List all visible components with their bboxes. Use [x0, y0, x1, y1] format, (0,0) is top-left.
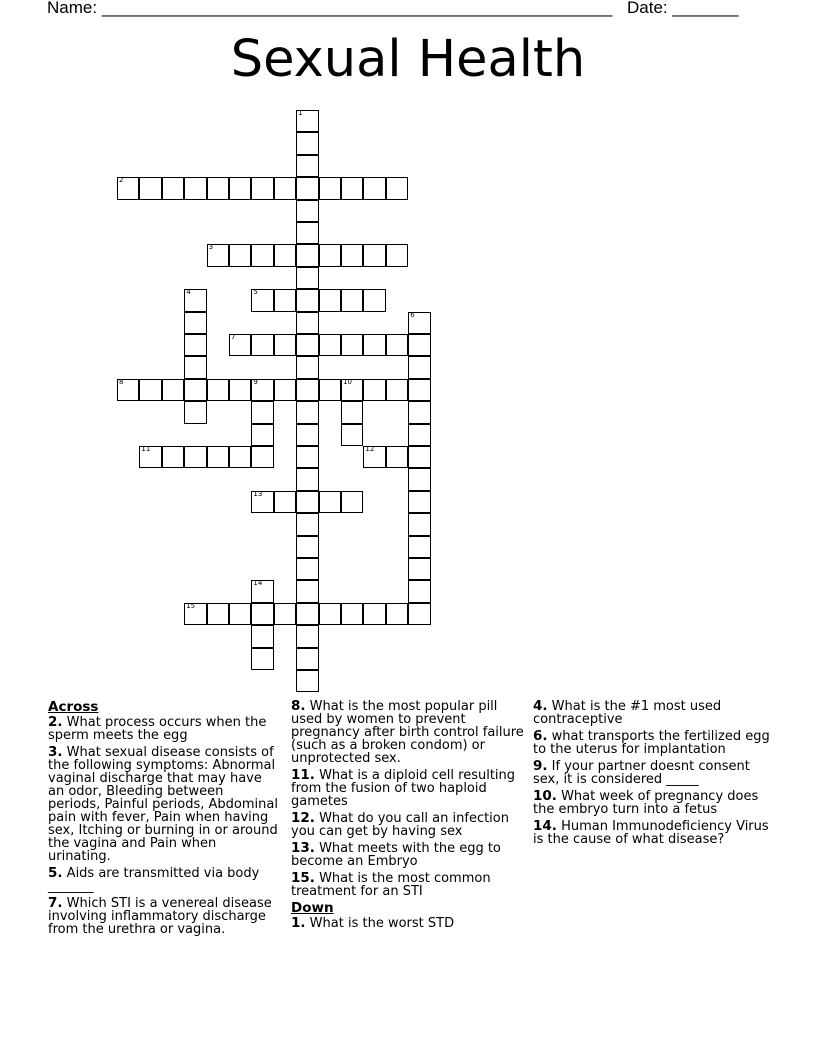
down-heading: Down [291, 900, 334, 916]
crossword-cell[interactable] [296, 536, 318, 558]
clue-across-13: 13. What meets with the egg to become an Embryo [291, 840, 501, 869]
crossword-cell[interactable] [296, 289, 318, 311]
crossword-cell[interactable] [408, 580, 430, 602]
crossword-cell[interactable] [229, 177, 251, 199]
crossword-cell[interactable] [162, 379, 184, 401]
crossword-cell[interactable] [274, 244, 296, 266]
crossword-cell[interactable] [363, 177, 385, 199]
crossword-cell[interactable] [207, 603, 229, 625]
clue-across-12: 12. What do you call an infection you can get by having sex [291, 810, 509, 839]
crossword-cell[interactable] [296, 468, 318, 490]
clue-number: 11 [141, 445, 151, 453]
name-label: Name: [47, 0, 98, 17]
crossword-cell[interactable] [251, 446, 273, 468]
crossword-cell[interactable] [139, 379, 161, 401]
crossword-cell[interactable] [229, 244, 251, 266]
clue-number: 13 [253, 489, 263, 498]
crossword-cell[interactable] [408, 536, 430, 558]
crossword-cell[interactable] [296, 312, 318, 334]
crossword-cell[interactable] [162, 177, 184, 199]
crossword-cell[interactable] [162, 446, 184, 468]
crossword-cell[interactable] [296, 401, 318, 423]
crossword-cell[interactable] [319, 334, 341, 356]
name-blank[interactable]: ______________________________________________________ [101, 0, 613, 17]
crossword-cell[interactable] [139, 177, 161, 199]
crossword-cell[interactable] [207, 244, 229, 266]
crossword-cell[interactable] [251, 491, 273, 513]
crossword-cell[interactable] [229, 603, 251, 625]
clue-across-2: 2. What process occurs when the sperm meets the egg [48, 714, 267, 743]
crossword-cell[interactable] [184, 603, 206, 625]
crossword-cell[interactable] [251, 401, 273, 423]
crossword-cell[interactable] [386, 446, 408, 468]
crossword-cell[interactable] [341, 424, 363, 446]
crossword-cell[interactable] [117, 177, 139, 199]
clue-down-9: 9. If your partner doesnt consent sex, it is considered _____ [533, 758, 750, 787]
crossword-cell[interactable] [296, 155, 318, 177]
crossword-cell[interactable] [296, 648, 318, 670]
crossword-cell[interactable] [341, 334, 363, 356]
crossword-cell[interactable] [363, 603, 385, 625]
crossword-cell[interactable] [274, 334, 296, 356]
crossword-cell[interactable] [296, 334, 318, 356]
clues-column-3 [533, 700, 773, 850]
crossword-cell[interactable] [251, 580, 273, 602]
crossword-cell[interactable] [408, 312, 430, 334]
crossword-cell[interactable] [319, 379, 341, 401]
crossword-cell[interactable] [184, 446, 206, 468]
crossword-cell[interactable] [363, 244, 385, 266]
crossword-cell[interactable] [341, 603, 363, 625]
crossword-cell[interactable] [296, 267, 318, 289]
crossword-cell[interactable] [274, 177, 296, 199]
crossword-cell[interactable] [408, 603, 430, 625]
clue-across-7: 7. Which STI is a venereal disease involving inflammatory discharge from the urethra or vagina. [48, 895, 272, 937]
clue-across-3: 3. What sexual disease consists of the following symptoms: Abnormal vaginal discharge that may have an odor, Bleeding between periods, Painful periods, Abdominal pain with fever, Pain when having sex, Itching or burning in or around the vagina and Pain when urinating. [48, 744, 278, 864]
clue-across-8: 8. What is the most popular pill used by women to prevent pregnancy after birth control failure (such as a broken condom) or unprotected sex. [291, 698, 524, 766]
crossword-cell[interactable] [296, 670, 318, 692]
crossword-cell[interactable] [296, 491, 318, 513]
crossword-cell[interactable] [363, 446, 385, 468]
clue-number: 10 [343, 377, 352, 386]
crossword-cell[interactable] [408, 334, 430, 356]
crossword-cell[interactable] [229, 334, 251, 356]
crossword-cell[interactable] [184, 312, 206, 334]
clue-across-11: 11. What is a diploid cell resulting from the fusion of two haploid gametes [291, 767, 516, 809]
crossword-cell[interactable] [319, 289, 341, 311]
crossword-cell[interactable] [386, 244, 408, 266]
crossword-cell[interactable] [341, 491, 363, 513]
crossword-cell[interactable] [296, 558, 318, 580]
crossword-cell[interactable] [408, 558, 430, 580]
crossword-cell[interactable] [117, 379, 139, 401]
crossword-cell[interactable] [341, 289, 363, 311]
crossword-cell[interactable] [274, 379, 296, 401]
crossword-cell[interactable] [296, 132, 318, 154]
clue-down-14: 14. Human Immunodeficiency Virus is the cause of what disease? [533, 818, 769, 847]
crossword-cell[interactable] [341, 401, 363, 423]
crossword-cell[interactable] [341, 379, 363, 401]
crossword-cell[interactable] [386, 379, 408, 401]
crossword-cell[interactable] [274, 289, 296, 311]
crossword-cell[interactable] [386, 334, 408, 356]
crossword-cell[interactable] [296, 379, 318, 401]
crossword-cell[interactable] [319, 244, 341, 266]
crossword-cell[interactable] [319, 177, 341, 199]
crossword-cell[interactable] [251, 648, 273, 670]
clue-across-15: 15. What is the most common treatment for an STI [291, 870, 491, 899]
crossword-cell[interactable] [251, 379, 273, 401]
crossword-cell[interactable] [207, 379, 229, 401]
crossword-cell[interactable] [251, 289, 273, 311]
crossword-cell[interactable] [296, 424, 318, 446]
clue-down-1: 1. What is the worst STD [291, 915, 455, 931]
crossword-cell[interactable] [229, 379, 251, 401]
crossword-cell[interactable] [251, 244, 273, 266]
crossword-cell[interactable] [341, 177, 363, 199]
crossword-cell[interactable] [296, 200, 318, 222]
crossword-cell[interactable] [296, 110, 318, 132]
crossword-cell[interactable] [274, 491, 296, 513]
crossword-cell[interactable] [408, 379, 430, 401]
clue-number: 8 [119, 377, 124, 386]
crossword-cell[interactable] [251, 177, 273, 199]
clues-column-2 [291, 700, 527, 934]
crossword-cell[interactable] [363, 289, 385, 311]
crossword-cell[interactable] [296, 603, 318, 625]
clue-number: 5 [253, 288, 258, 297]
crossword-cell[interactable] [296, 356, 318, 378]
date-label: Date: [627, 0, 668, 17]
crossword-cell[interactable] [184, 379, 206, 401]
crossword-cell[interactable] [408, 401, 430, 423]
crossword-cell[interactable] [319, 491, 341, 513]
crossword-cell[interactable] [408, 491, 430, 513]
crossword-cell[interactable] [184, 334, 206, 356]
clue-down-4: 4. What is the #1 most used contraceptive [533, 698, 722, 727]
crossword-cell[interactable] [341, 244, 363, 266]
clue-number: 12 [365, 445, 375, 453]
crossword-cell[interactable] [386, 603, 408, 625]
crossword-cell[interactable] [184, 356, 206, 378]
crossword-cell[interactable] [251, 625, 273, 647]
crossword-cell[interactable] [386, 177, 408, 199]
crossword-cell[interactable] [229, 446, 251, 468]
crossword-cell[interactable] [363, 334, 385, 356]
crossword-cell[interactable] [296, 625, 318, 647]
date-blank[interactable]: _______ [672, 0, 739, 17]
page-title: Sexual Health [230, 30, 586, 89]
clue-number: 6 [410, 310, 415, 319]
crossword-cell[interactable] [139, 446, 161, 468]
crossword-cell[interactable] [207, 446, 229, 468]
crossword-cell[interactable] [274, 603, 296, 625]
crossword-cell[interactable] [184, 401, 206, 423]
crossword-cell[interactable] [363, 379, 385, 401]
clue-down-6: 6. what transports the fertilized egg to the uterus for implantation [533, 728, 770, 757]
clue-number: 7 [231, 333, 236, 341]
crossword-cell[interactable] [296, 446, 318, 468]
crossword-cell[interactable] [296, 222, 318, 244]
crossword-cell[interactable] [408, 513, 430, 535]
across-heading: Across [48, 699, 99, 715]
crossword-cell[interactable] [184, 177, 206, 199]
clue-number: 1 [298, 109, 303, 117]
crossword-cell[interactable] [408, 356, 430, 378]
crossword-cell[interactable] [296, 177, 318, 199]
crossword-cell[interactable] [251, 603, 273, 625]
clues-column-1 [48, 700, 278, 940]
crossword-cell[interactable] [408, 446, 430, 468]
crossword-cell[interactable] [251, 424, 273, 446]
crossword-cell[interactable] [296, 244, 318, 266]
crossword-cell[interactable] [296, 513, 318, 535]
crossword-cell[interactable] [207, 177, 229, 199]
clue-number: 15 [186, 601, 196, 610]
clue-number: 9 [253, 377, 258, 386]
crossword-cell[interactable] [408, 424, 430, 446]
crossword-cell[interactable] [251, 334, 273, 356]
crossword-cell[interactable] [408, 468, 430, 490]
clue-number: 2 [119, 176, 124, 185]
crossword-cell[interactable] [184, 289, 206, 311]
clue-down-10: 10. What week of pregnancy does the embryo turn into a fetus [533, 788, 759, 817]
clue-number: 14 [253, 579, 263, 588]
crossword-cell[interactable] [319, 603, 341, 625]
clue-across-5: 5. Aids are transmitted via body _______ [48, 865, 260, 894]
clue-number: 4 [186, 288, 191, 297]
clue-number: 3 [208, 243, 214, 252]
crossword-cell[interactable] [296, 580, 318, 602]
